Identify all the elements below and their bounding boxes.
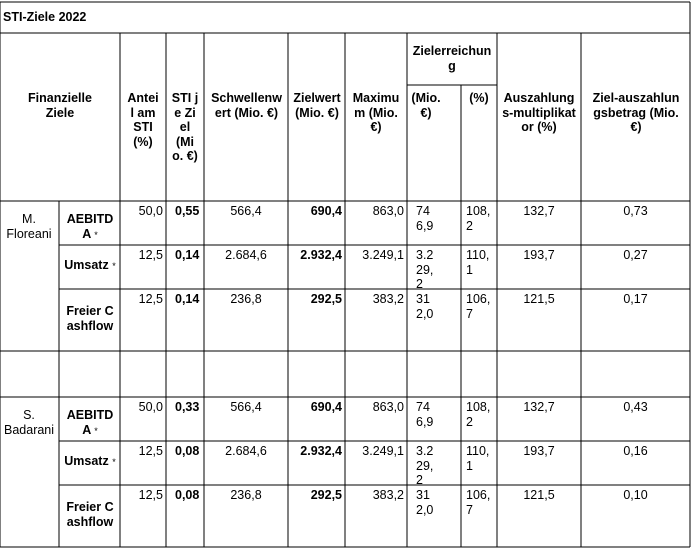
maximum-value: 3.249,1: [362, 444, 404, 458]
target-value: 690,4: [310, 400, 342, 414]
payout-value: 0,10: [623, 488, 648, 502]
criterion-label: [63, 304, 117, 334]
achievement-pct-value: 110,1: [466, 444, 490, 473]
criterion-text: AEBITDA: [66, 408, 114, 437]
maximum-value: 863,0: [372, 400, 404, 414]
multiplier-value: 132,7: [523, 400, 555, 414]
person-name: M. Floreani: [6, 212, 52, 241]
criterion-text: Umsatz: [64, 258, 109, 272]
threshold-value: 566,4: [230, 204, 262, 218]
footnote-marker: *: [112, 457, 116, 467]
payout-value: 0,16: [623, 444, 648, 458]
multiplier-value: 132,7: [523, 204, 555, 218]
criterion-label: [63, 408, 117, 438]
achievement-mio-value: 312,0: [416, 488, 434, 517]
criterion-label: [63, 454, 117, 470]
header-share: Anteil am STI (%): [127, 91, 159, 149]
header-target-payout: Ziel-auszahlungsbetrag (Mio. €): [592, 91, 680, 134]
header-achievement: Zielerreichung: [412, 44, 492, 73]
share-value: 12,5: [138, 444, 163, 458]
sti-value: 0,08: [175, 488, 200, 502]
target-value: 2.932,4: [300, 248, 342, 262]
threshold-value: 566,4: [230, 400, 262, 414]
criterion-text: Umsatz: [64, 454, 109, 468]
footnote-marker: *: [94, 229, 98, 240]
maximum-value: 383,2: [372, 488, 404, 502]
criterion-text: Freier Cashflow: [66, 500, 114, 529]
criterion-label: [63, 500, 117, 530]
person-name: S. Badarani: [4, 408, 54, 437]
header-achievement-pct: (%): [469, 91, 489, 105]
footnote-marker: *: [112, 261, 116, 271]
criterion-label: [63, 212, 117, 242]
header-payout-multiplier: Auszahlungs-multiplikator (%): [502, 91, 576, 134]
sti-value: 0,14: [175, 248, 200, 262]
threshold-value: 236,8: [230, 292, 262, 306]
maximum-value: 3.249,1: [362, 248, 404, 262]
criterion-text: Freier Cashflow: [66, 304, 114, 333]
sti-value: 0,14: [175, 292, 200, 306]
table-title: STI-Ziele 2022: [3, 10, 87, 24]
payout-value: 0,73: [623, 204, 648, 218]
header-target: Zielwert (Mio. €): [293, 91, 341, 120]
sti-value: 0,08: [175, 444, 200, 458]
achievement-mio-value: 746,9: [416, 400, 434, 429]
achievement-pct-value: 106,7: [466, 292, 491, 321]
share-value: 50,0: [138, 204, 163, 218]
maximum-value: 383,2: [372, 292, 404, 306]
header-achievement-mio: (Mio. €): [411, 91, 441, 120]
share-value: 50,0: [138, 400, 163, 414]
multiplier-value: 193,7: [523, 248, 555, 262]
payout-value: 0,27: [623, 248, 648, 262]
sti-value: 0,33: [175, 400, 200, 414]
threshold-value: 236,8: [230, 488, 262, 502]
share-value: 12,5: [138, 248, 163, 262]
target-value: 292,5: [310, 292, 342, 306]
multiplier-value: 121,5: [523, 292, 555, 306]
header-sti-per-goal: STI je Ziel (Mio. €): [171, 91, 199, 163]
achievement-pct-value: 106,7: [466, 488, 491, 517]
header-maximum: Maximum (Mio. €): [352, 91, 400, 134]
criterion-text: AEBITDA: [66, 212, 114, 241]
criterion-label: [63, 258, 117, 274]
multiplier-value: 121,5: [523, 488, 555, 502]
achievement-pct-value: 108,2: [466, 400, 491, 429]
achievement-mio-value: 3.229,2: [416, 444, 434, 487]
share-value: 12,5: [138, 488, 163, 502]
achievement-mio-value: 312,0: [416, 292, 434, 321]
achievement-mio-value: 3.229,2: [416, 248, 434, 291]
target-value: 2.932,4: [300, 444, 342, 458]
footnote-marker: *: [94, 425, 98, 436]
maximum-value: 863,0: [372, 204, 404, 218]
sti-value: 0,55: [175, 204, 200, 218]
share-value: 12,5: [138, 292, 163, 306]
achievement-pct-value: 108,2: [466, 204, 491, 233]
header-threshold: Schwellenwert (Mio. €): [211, 91, 282, 120]
target-value: 292,5: [310, 488, 342, 502]
target-value: 690,4: [310, 204, 342, 218]
payout-value: 0,43: [623, 400, 648, 414]
threshold-value: 2.684,6: [225, 248, 267, 262]
payout-value: 0,17: [623, 292, 648, 306]
threshold-value: 2.684,6: [225, 444, 267, 458]
multiplier-value: 193,7: [523, 444, 555, 458]
header-financial-goals: Finanzielle Ziele: [28, 91, 92, 120]
achievement-mio-value: 746,9: [416, 204, 434, 233]
achievement-pct-value: 110,1: [466, 248, 490, 277]
